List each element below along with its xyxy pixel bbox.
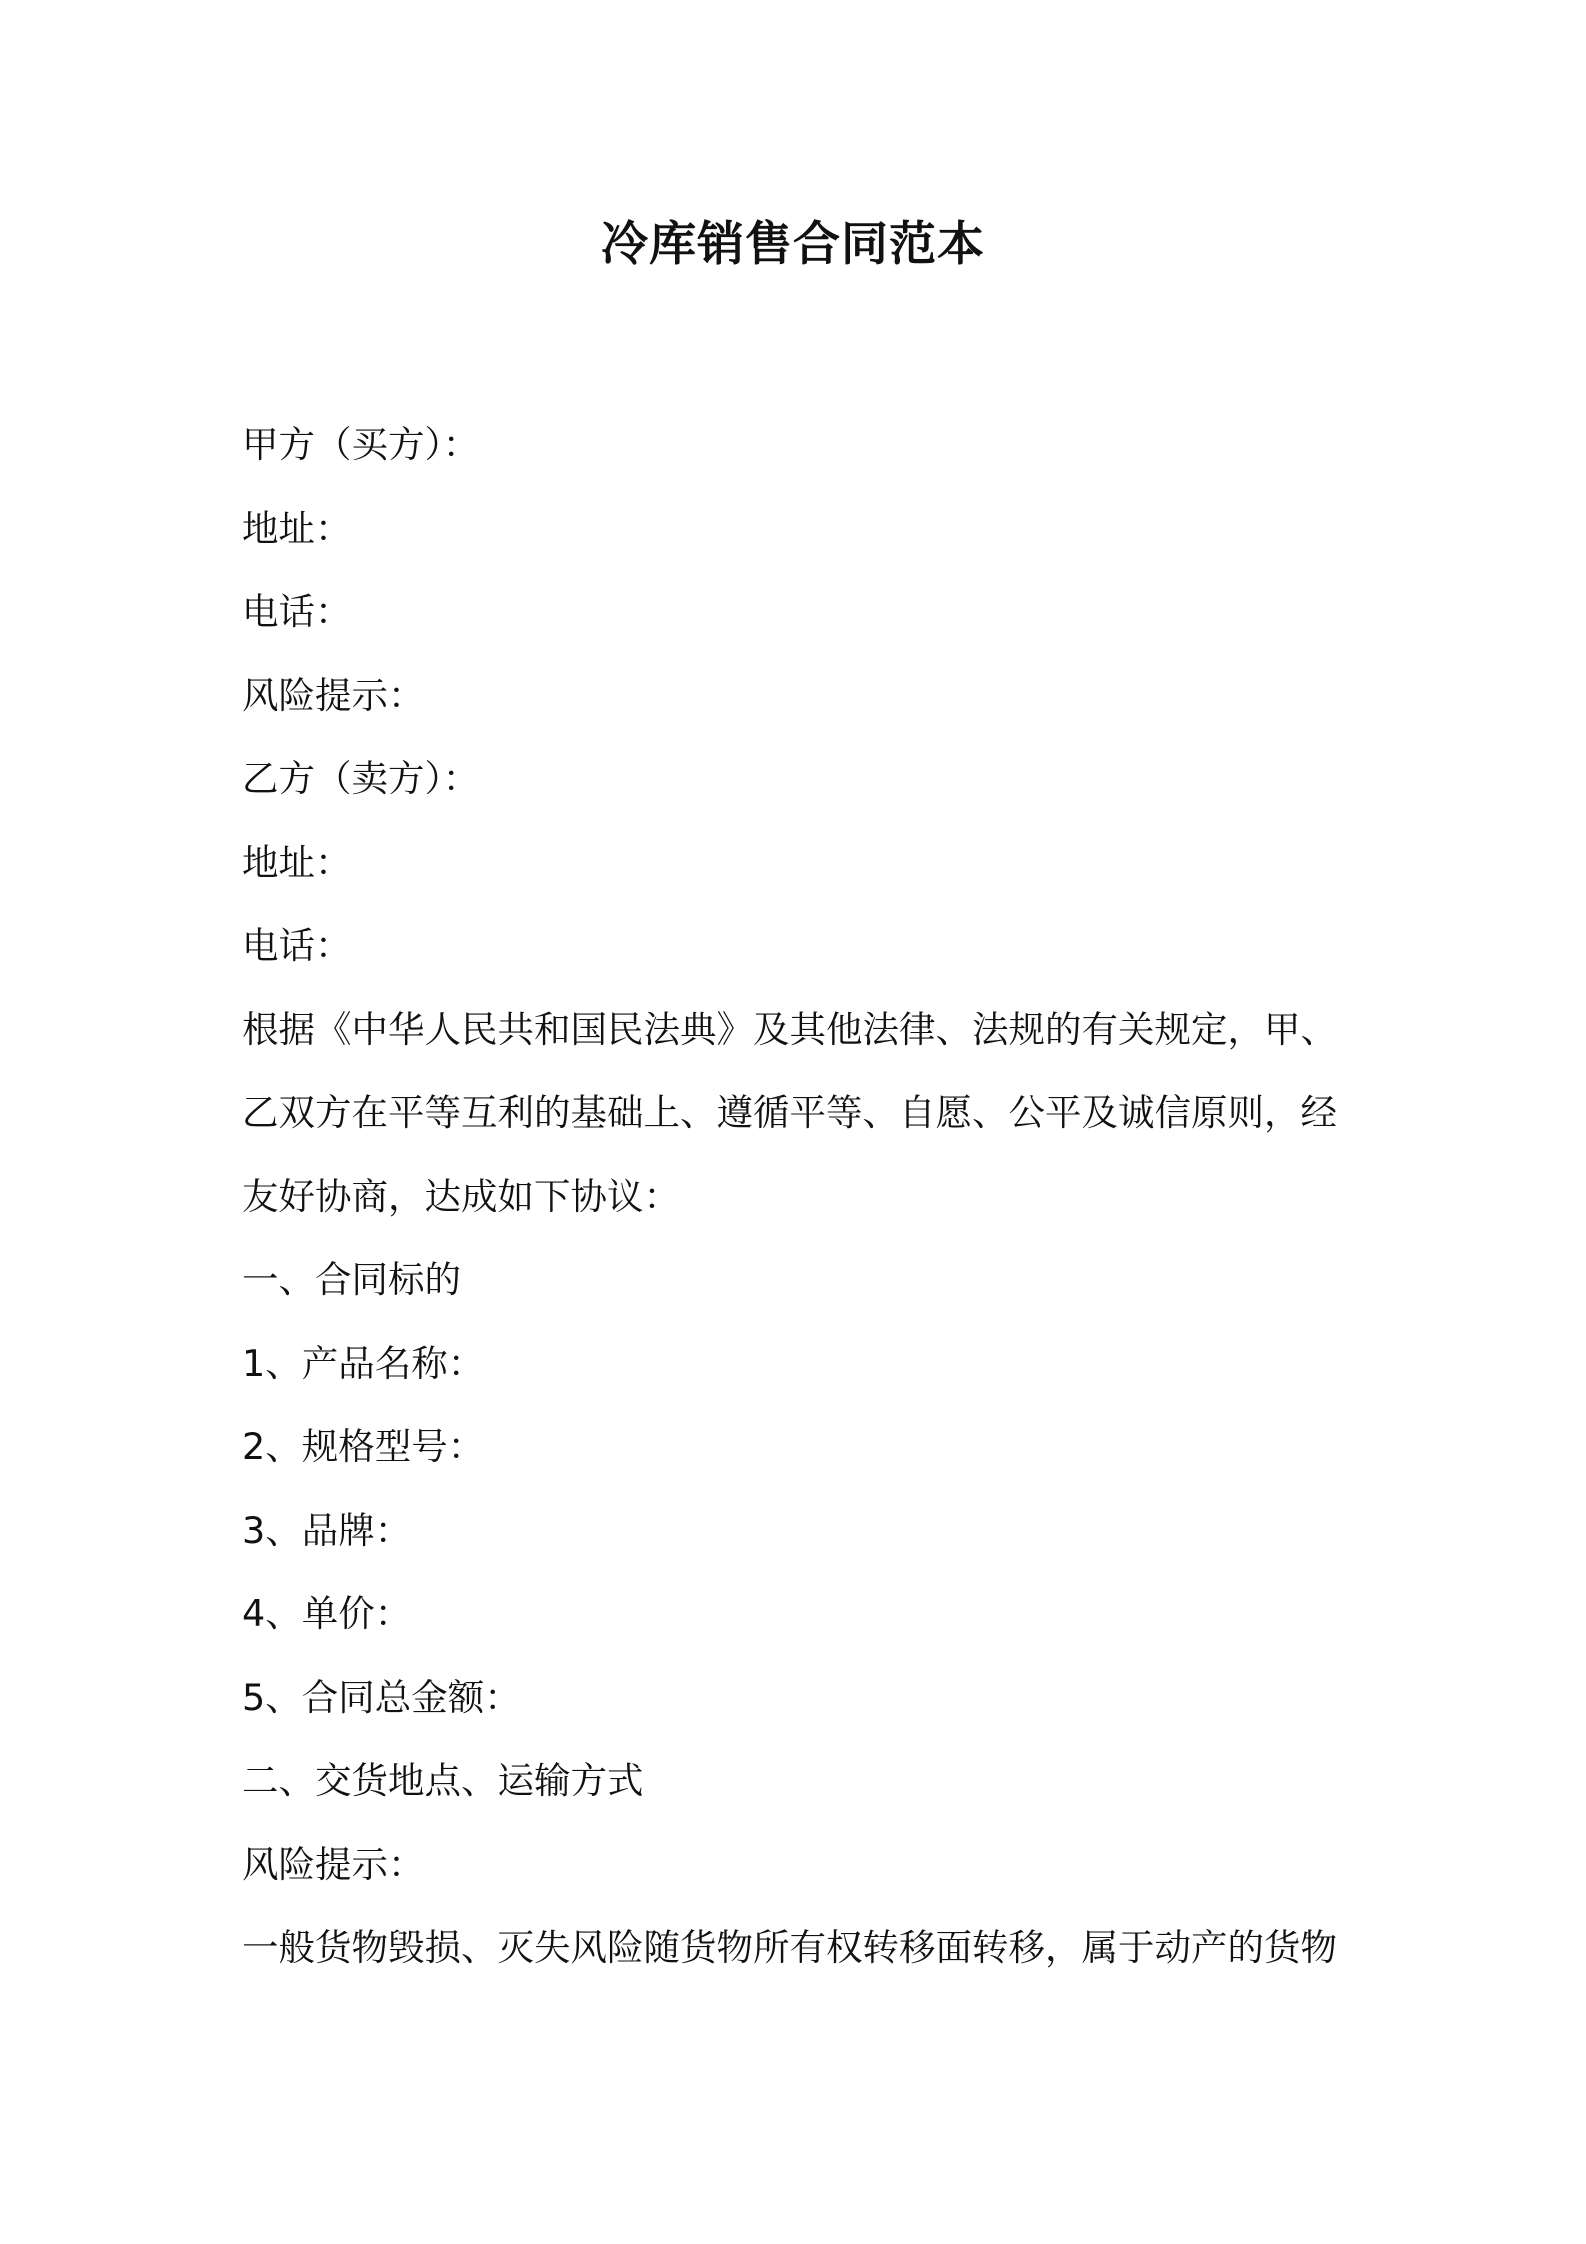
buyer-phone-label: 电话：	[242, 590, 352, 633]
document-title: 冷库销售合同范本	[601, 217, 985, 272]
seller-phone-label: 电话：	[242, 924, 352, 967]
section-heading-delivery: 二、交货地点、运输方式	[242, 1759, 644, 1802]
buyer-address-label: 地址：	[242, 506, 352, 550]
preamble-line-2: 乙双方在平等互利的基础上、遵循平等、自愿、公平及诚信原则，经	[242, 1091, 1337, 1134]
risk-notice-label-2: 风险提示：	[242, 1842, 425, 1886]
item-total-amount: 5、合同总金额：	[242, 1675, 521, 1719]
item-product-name: 1、产品名称：	[242, 1341, 485, 1385]
preamble-line-1: 根据《中华人民共和国民法典》及其他法律、法规的有关规定，甲、	[242, 1007, 1337, 1051]
buyer-label: 甲方（买方）：	[242, 423, 480, 466]
seller-address-label: 地址：	[242, 840, 352, 884]
section-heading-subject: 一、合同标的	[242, 1258, 461, 1301]
item-brand: 3、品牌：	[242, 1508, 412, 1552]
seller-label: 乙方（卖方）：	[242, 757, 480, 800]
preamble-line-3: 友好协商，达成如下协议：	[242, 1174, 680, 1218]
document-body	[242, 403, 1362, 1990]
item-unit-price: 4、单价：	[242, 1592, 412, 1635]
item-model-spec: 2、规格型号：	[242, 1425, 485, 1468]
risk-notice-label: 风险提示：	[242, 673, 425, 717]
risk-paragraph-line-1: 一般货物毁损、灭失风险随货物所有权转移面转移，属于动产的货物	[242, 1926, 1337, 1969]
